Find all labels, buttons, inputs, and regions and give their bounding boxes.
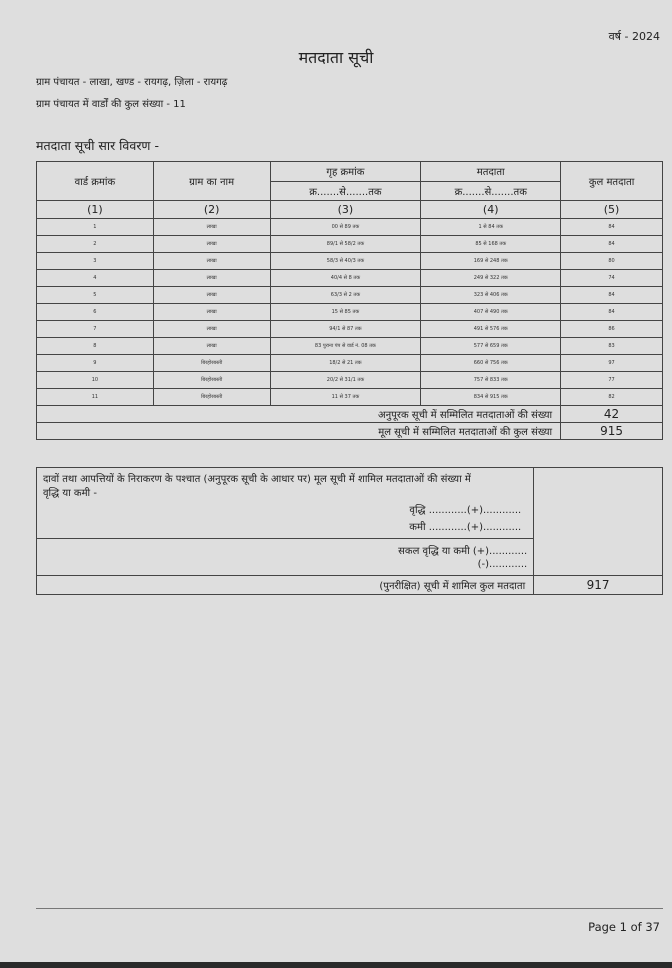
header-ward: वार्ड क्रमांक: [37, 162, 154, 201]
page-number: Page 1 of 37: [588, 920, 660, 934]
village-cell: लाखा: [153, 321, 270, 338]
header-house-range: क्र.......से.......तक: [270, 181, 421, 201]
header-voter-range: क्र.......से.......तक: [421, 181, 561, 201]
total-cell: 84: [561, 304, 663, 321]
header-house: गृह क्रमांक: [270, 162, 421, 182]
ward-cell: 11: [37, 389, 154, 406]
house-range-cell: 00 से 89 तक: [270, 219, 421, 236]
ward-cell: 8: [37, 338, 154, 355]
voter-range-cell: 169 से 248 तक: [421, 253, 561, 270]
footer-divider: [36, 908, 663, 909]
village-cell: लाखा: [153, 287, 270, 304]
table-row: [37, 219, 663, 236]
index-cell: (2): [153, 201, 270, 219]
voter-range-cell: 757 से 833 तक: [421, 372, 561, 389]
total-cell: 84: [561, 287, 663, 304]
voter-range-cell: 323 से 406 तक: [421, 287, 561, 304]
village-cell: लाखा: [153, 219, 270, 236]
index-cell: (1): [37, 201, 154, 219]
ward-cell: 4: [37, 270, 154, 287]
summary-heading: मतदाता सूची सार विवरण -: [36, 138, 159, 153]
page-title: मतदाता सूची: [298, 48, 374, 67]
house-range-cell: 11 से 37 तक: [270, 389, 421, 406]
table-row: [37, 253, 663, 270]
supplementary-row: [37, 406, 663, 423]
main-total-label: मूल सूची में सम्मिलित मतदाताओं की कुल संख्या: [37, 423, 561, 440]
table-row: [37, 304, 663, 321]
house-range-cell: 58/3 से 40/3 तक: [270, 253, 421, 270]
ward-cell: 10: [37, 372, 154, 389]
village-cell: बिरहोरबस्ती: [153, 355, 270, 372]
table-row: [37, 270, 663, 287]
total-cell: 80: [561, 253, 663, 270]
house-range-cell: 63/3 से 2 तक: [270, 287, 421, 304]
header-voter: मतदाता: [421, 162, 561, 182]
ward-cell: 5: [37, 287, 154, 304]
ward-cell: 2: [37, 236, 154, 253]
total-cell: 84: [561, 219, 663, 236]
index-cell: (3): [270, 201, 421, 219]
table-row: [37, 321, 663, 338]
village-cell: बिरहोरबस्ती: [153, 372, 270, 389]
panchayat-info: ग्राम पंचायत - लाखा, खण्ड - रायगढ़, ज़िला - रायगढ़: [36, 77, 228, 88]
revision-blank-cell: [534, 468, 663, 576]
index-cell: (5): [561, 201, 663, 219]
total-cell: 97: [561, 355, 663, 372]
net-change-plus: सकल वृद्धि या कमी (+)............: [398, 546, 528, 557]
revision-line1: दावों तथा आपत्तियों के निराकरण के पश्चात (अनुपूरक सूची के आधार पर) मूल सूची में शामिल मतदाताओं की संख्या में: [43, 474, 471, 485]
bottom-bar: [0, 962, 672, 968]
house-range-cell: 15 से 85 तक: [270, 304, 421, 321]
revision-description: [37, 468, 534, 539]
total-cell: 77: [561, 372, 663, 389]
revision-line2: वृद्धि या कमी -: [43, 488, 97, 499]
village-cell: लाखा: [153, 236, 270, 253]
village-cell: लाखा: [153, 338, 270, 355]
voter-range-cell: 85 से 168 तक: [421, 236, 561, 253]
total-cell: 84: [561, 236, 663, 253]
total-cell: 83: [561, 338, 663, 355]
house-range-cell: 40/4 से 8 तक: [270, 270, 421, 287]
header-total: कुल मतदाता: [561, 162, 663, 201]
total-cell: 82: [561, 389, 663, 406]
house-range-cell: 94/1 से 87 तक: [270, 321, 421, 338]
village-cell: लाखा: [153, 253, 270, 270]
ward-count-info: ग्राम पंचायत में वार्डों की कुल संख्या - 11: [36, 99, 186, 110]
table-row: [37, 372, 663, 389]
ward-cell: 3: [37, 253, 154, 270]
voter-range-cell: 1 से 84 तक: [421, 219, 561, 236]
increase-line: वृद्धि ............(+)............: [409, 505, 522, 516]
voter-range-cell: 577 से 659 तक: [421, 338, 561, 355]
village-cell: बिरहोरबस्ती: [153, 389, 270, 406]
total-cell: 86: [561, 321, 663, 338]
header-village: ग्राम का नाम: [153, 162, 270, 201]
final-total-label: (पुनरीक्षित) सूची में शामिल कुल मतदाता: [37, 576, 534, 595]
table-row: [37, 338, 663, 355]
house-range-cell: 89/1 से 58/2 तक: [270, 236, 421, 253]
ward-cell: 9: [37, 355, 154, 372]
voter-range-cell: 249 से 322 तक: [421, 270, 561, 287]
main-total-row: [37, 423, 663, 440]
main-total-value: 915: [561, 423, 663, 440]
year-label: वर्ष - 2024: [608, 30, 660, 43]
summary-table: [36, 161, 663, 440]
voter-range-cell: 834 से 915 तक: [421, 389, 561, 406]
village-cell: लाखा: [153, 270, 270, 287]
revision-table: [36, 467, 663, 595]
index-row: [37, 201, 663, 219]
table-row: [37, 389, 663, 406]
ward-cell: 7: [37, 321, 154, 338]
voter-range-cell: 407 से 490 तक: [421, 304, 561, 321]
ward-cell: 1: [37, 219, 154, 236]
supplementary-value: 42: [561, 406, 663, 423]
total-cell: 74: [561, 270, 663, 287]
house-range-cell: 18/2 से 21 तक: [270, 355, 421, 372]
index-cell: (4): [421, 201, 561, 219]
net-change-cell: [37, 539, 534, 576]
table-row: [37, 355, 663, 372]
ward-cell: 6: [37, 304, 154, 321]
net-change-minus: (-)............: [477, 559, 528, 570]
supplementary-label: अनुपूरक सूची में सम्मिलित मतदाताओं की संख्या: [37, 406, 561, 423]
house-range-cell: 20/2 से 31/1 तक: [270, 372, 421, 389]
table-row: [37, 236, 663, 253]
house-range-cell: 83 पुराना पंप से वार्ड नं. 08 तक: [270, 338, 421, 355]
table-row: [37, 287, 663, 304]
final-total-value: 917: [534, 576, 663, 595]
voter-range-cell: 491 से 576 तक: [421, 321, 561, 338]
voter-range-cell: 660 से 756 तक: [421, 355, 561, 372]
decrease-line: कमी ............(+)............: [409, 522, 522, 533]
village-cell: लाखा: [153, 304, 270, 321]
